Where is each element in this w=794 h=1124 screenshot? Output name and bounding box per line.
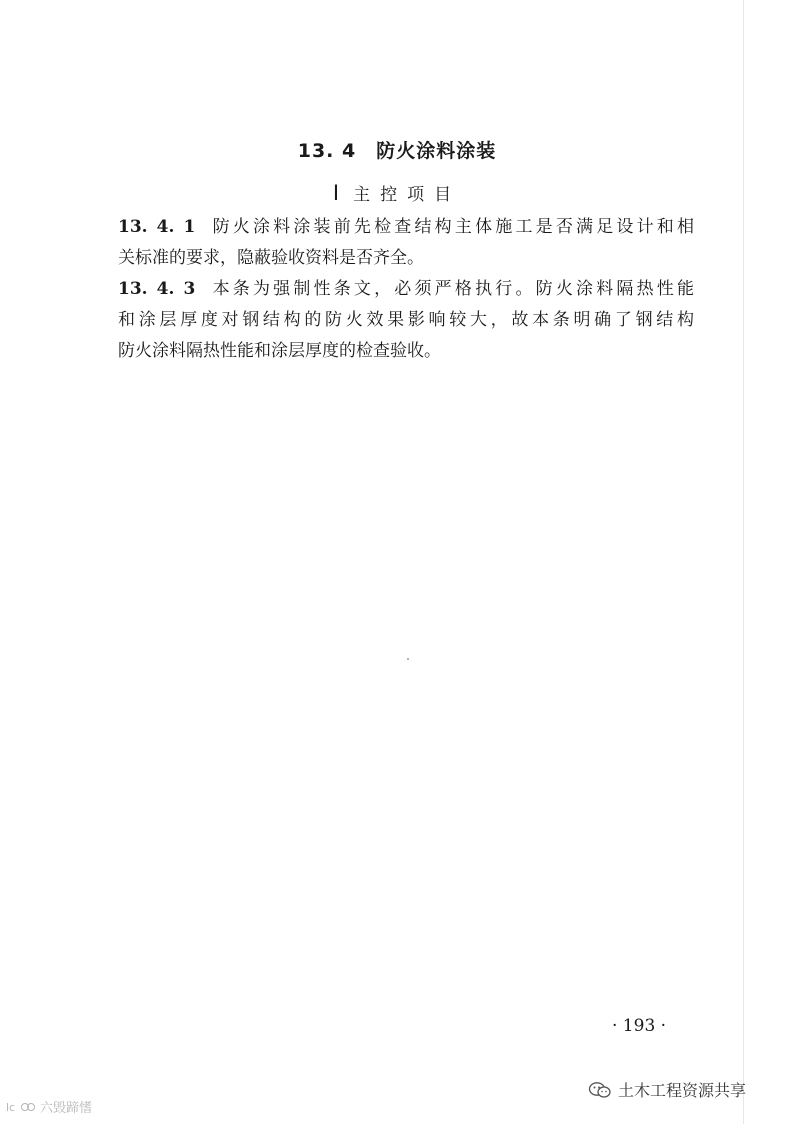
watermark-left bbox=[6, 1097, 92, 1116]
watermark-wechat bbox=[588, 1078, 746, 1101]
clause-13-4-1 bbox=[118, 212, 694, 274]
watermark-left-text: 六毁蹄愭 bbox=[40, 1101, 93, 1116]
logo-icon bbox=[6, 1099, 36, 1115]
clause-line bbox=[118, 212, 694, 243]
wechat-icon bbox=[588, 1081, 612, 1099]
page-edge-line bbox=[743, 0, 744, 1124]
clause-line: 和涂层厚度对钢结构的防火效果影响较大，故本条明确了钢结构 bbox=[118, 310, 694, 330]
subsection-title: 主控项目 bbox=[353, 185, 462, 205]
clause-line: 关标准的要求，隐蔽验收资料是否齐全。 bbox=[118, 248, 424, 268]
svg-text:lc: lc bbox=[6, 1100, 16, 1114]
clause-text: 本条为强制性条文，必须严格执行。防火涂料隔热性能 bbox=[209, 279, 694, 299]
watermark-text: 土木工程资源共享 bbox=[618, 1081, 747, 1100]
section-title: 防火涂料涂装 bbox=[376, 140, 497, 162]
page-number: · 193 · bbox=[612, 1016, 667, 1036]
section-number: 13. 4 bbox=[297, 140, 357, 162]
scan-speck bbox=[407, 658, 409, 660]
clause-line: 防火涂料隔热性能和涂层厚度的检查验收。 bbox=[118, 341, 441, 361]
clause-13-4-3 bbox=[118, 274, 694, 367]
subsection-heading bbox=[0, 180, 794, 206]
clause-number: 13. 4. 1 bbox=[118, 217, 196, 237]
clause-number: 13. 4. 3 bbox=[118, 279, 196, 299]
clause-line bbox=[118, 274, 694, 305]
clause-text: 防火涂料涂装前先检查结构主体施工是否满足设计和相 bbox=[209, 217, 694, 237]
section-heading bbox=[0, 136, 794, 163]
subsection-roman: Ⅰ bbox=[332, 181, 340, 205]
